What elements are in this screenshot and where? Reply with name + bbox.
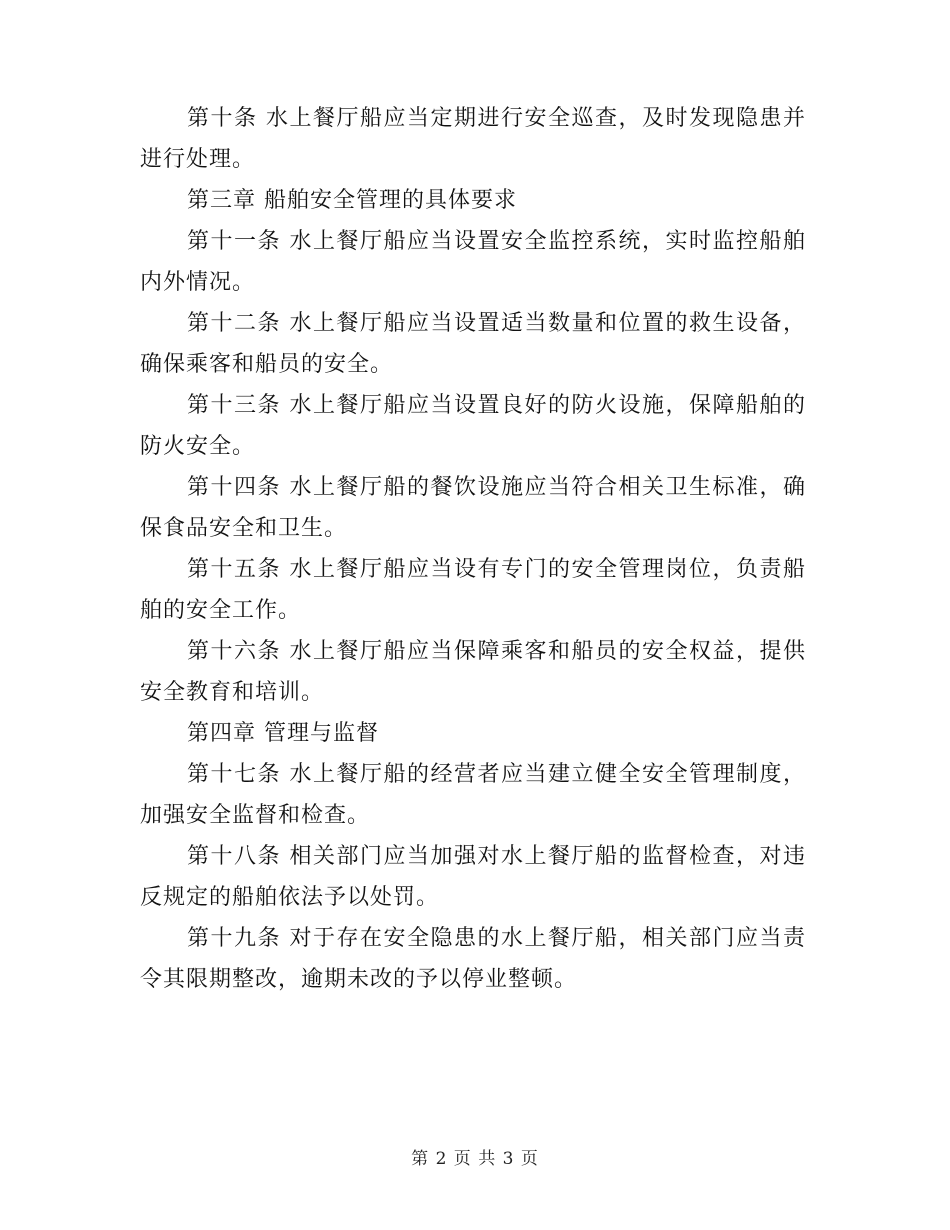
article-17: 第十七条 水上餐厅船的经营者应当建立健全安全管理制度，加强安全监督和检查。 [140,762,806,828]
article-18: 第十八条 相关部门应当加强对水上餐厅船的监督检查，对违反规定的船舶依法予以处罚。 [140,844,806,910]
article-10: 第十条 水上餐厅船应当定期进行安全巡查，及时发现隐患并进行处理。 [140,106,806,172]
document-body [140,98,806,1000]
chapter-4-heading: 第四章 管理与监督 [187,721,379,746]
article-19: 第十九条 对于存在安全隐患的水上餐厅船，相关部门应当责令其限期整改，逾期未改的予以停业整顿。 [140,926,806,992]
article-16: 第十六条 水上餐厅船应当保障乘客和船员的安全权益，提供安全教育和培训。 [140,639,806,705]
article-12: 第十二条 水上餐厅船应当设置适当数量和位置的救生设备，确保乘客和船员的安全。 [140,311,806,377]
article-15: 第十五条 水上餐厅船应当设有专门的安全管理岗位，负责船舶的安全工作。 [140,557,806,623]
article-14: 第十四条 水上餐厅船的餐饮设施应当符合相关卫生标准，确保食品安全和卫生。 [140,475,806,541]
chapter-3-heading: 第三章 船舶安全管理的具体要求 [187,188,517,213]
article-11: 第十一条 水上餐厅船应当设置安全监控系统，实时监控船舶内外情况。 [140,229,806,295]
page-number-footer: 第 2 页 共 3 页 [411,1149,539,1169]
article-13: 第十三条 水上餐厅船应当设置良好的防火设施，保障船舶的防火安全。 [140,393,806,459]
